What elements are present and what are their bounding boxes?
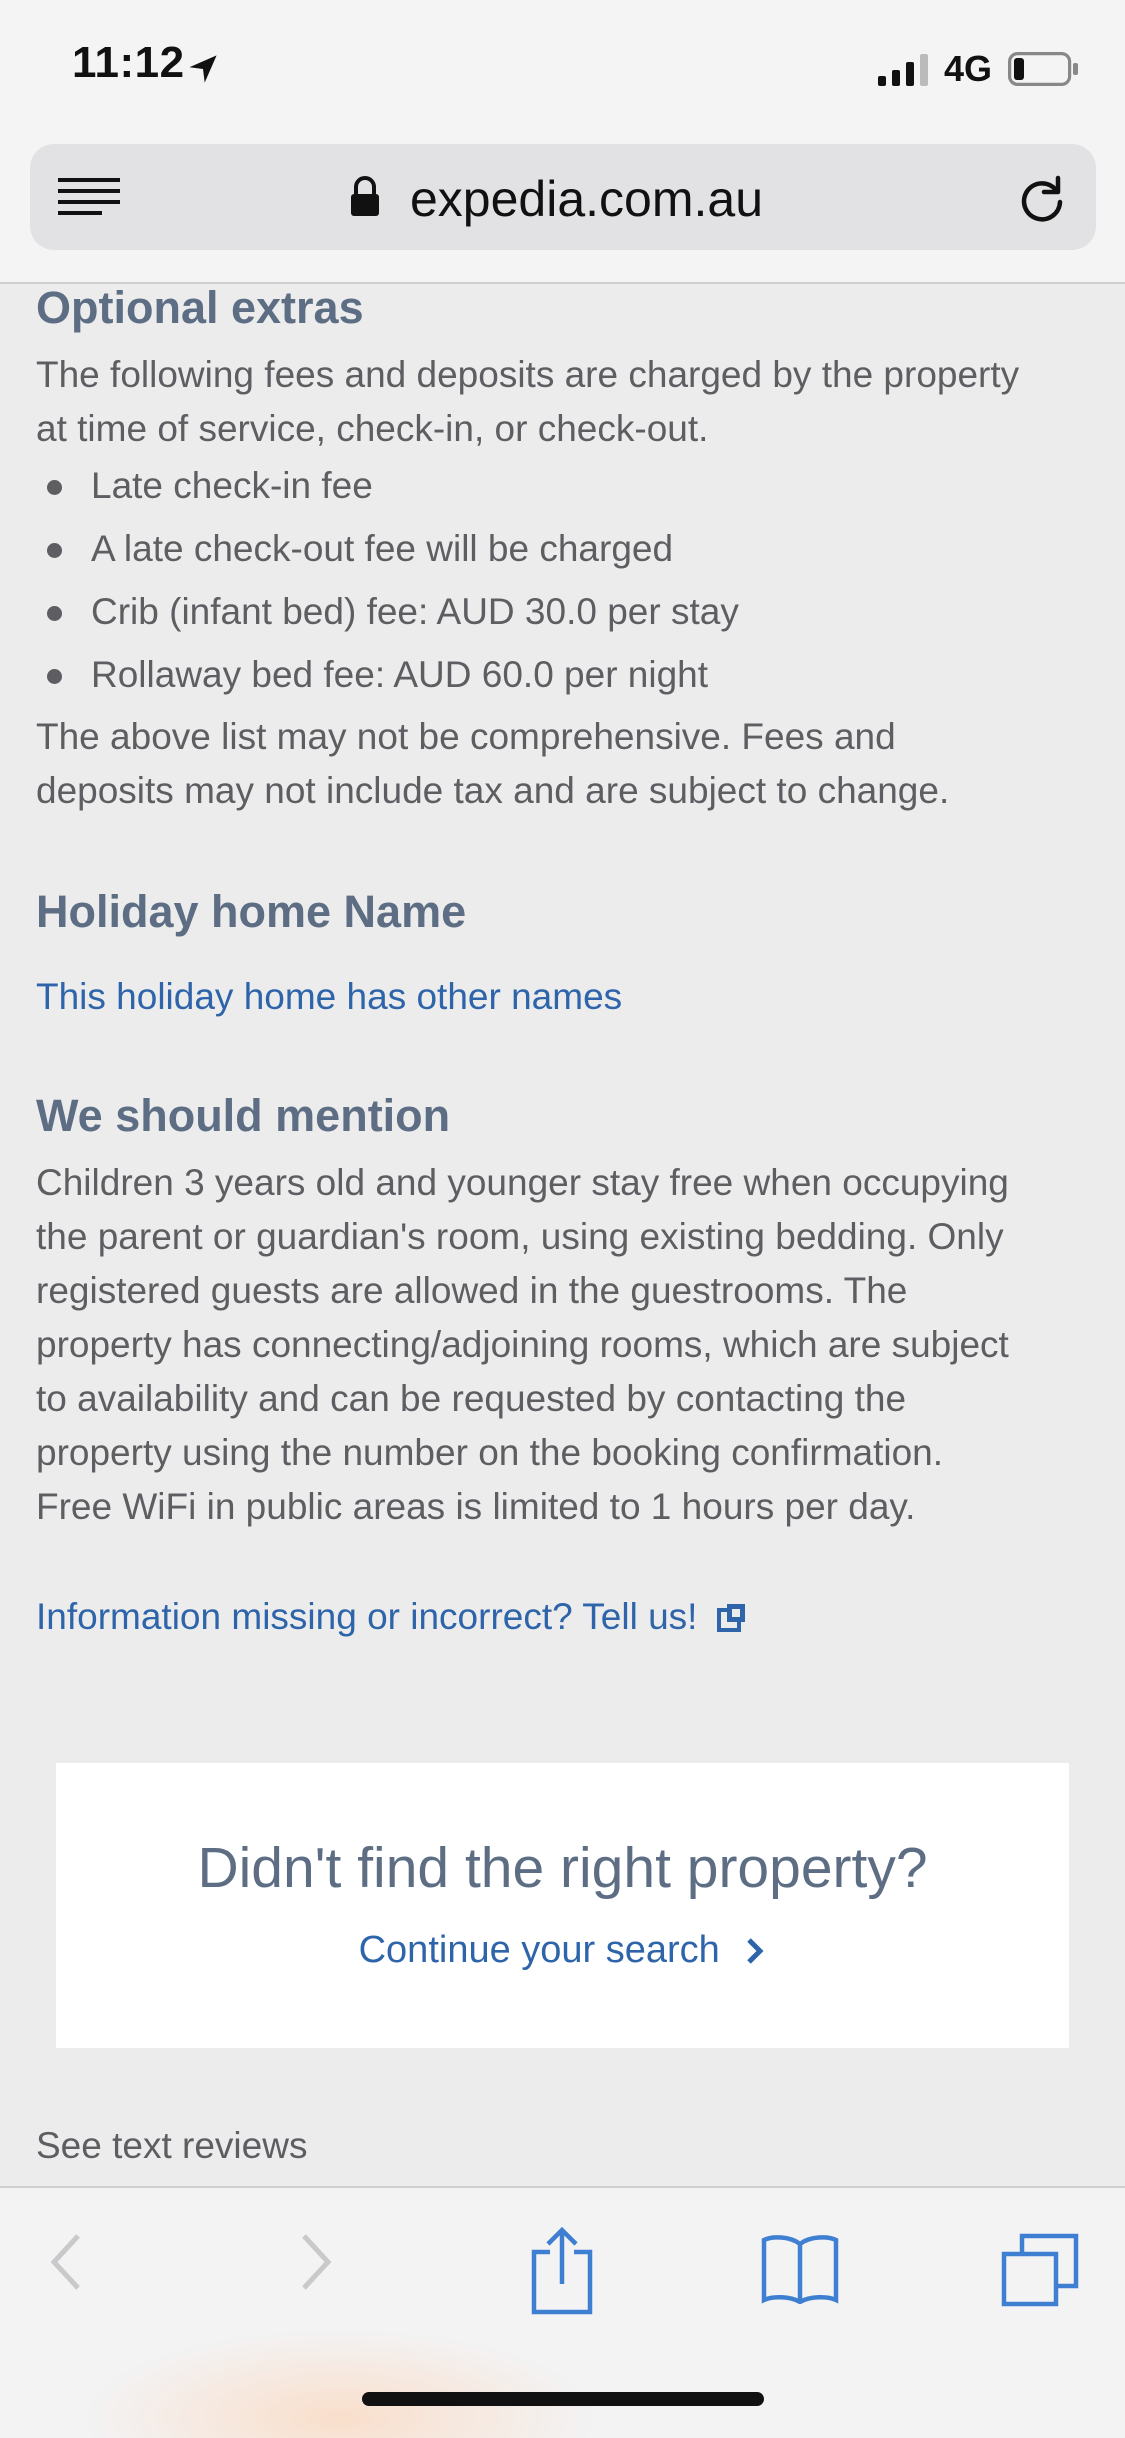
lock-icon (348, 176, 382, 218)
mention-line: property has connecting/adjoining rooms, which are subject (36, 1324, 1009, 1365)
feedback-link[interactable] (36, 1596, 1096, 1638)
tabs-icon[interactable] (1000, 2232, 1080, 2308)
signal-strength-icon (878, 54, 932, 86)
other-names-link[interactable]: This holiday home has other names (36, 976, 623, 1017)
home-indicator[interactable] (362, 2392, 764, 2406)
see-text-reviews[interactable]: See text reviews (36, 2125, 308, 2166)
holiday-home-heading: Holiday home Name (36, 886, 467, 937)
back-icon[interactable] (44, 2230, 88, 2294)
search-again-card (56, 1763, 1069, 2048)
list-item: Rollaway bed fee: AUD 60.0 per night (36, 643, 1096, 706)
list-item: Late check-in fee (36, 454, 1096, 517)
fees-list (36, 454, 1096, 706)
reader-menu-icon[interactable] (58, 176, 120, 218)
browser-address-area (0, 140, 1125, 284)
mention-line: property using the number on the booking confirmation. (36, 1432, 944, 1473)
continue-search-label: Continue your search (358, 1929, 720, 1971)
continue-search-link[interactable] (56, 1929, 1069, 1972)
forward-icon[interactable] (294, 2230, 338, 2294)
status-bar (0, 0, 1125, 140)
mention-line: Children 3 years old and younger stay free when occupying (36, 1162, 1009, 1203)
reload-icon[interactable] (1018, 174, 1066, 224)
intro-line: The following fees and deposits are charged by the property (36, 354, 1020, 395)
feedback-link-label: Information missing or incorrect? Tell us! (36, 1596, 698, 1637)
mention-text (36, 1156, 1096, 1534)
chevron-right-icon (744, 1936, 766, 1966)
url-text[interactable]: expedia.com.au (410, 171, 764, 227)
address-bar[interactable] (30, 144, 1096, 250)
location-arrow-icon (186, 52, 220, 86)
network-type: 4G (944, 48, 993, 89)
note-line: The above list may not be comprehensive. Fees and (36, 716, 896, 757)
property-details (36, 282, 1096, 1638)
mention-line: to availability and can be requested by contacting the (36, 1378, 907, 1419)
list-item: A late check-out fee will be charged (36, 517, 1096, 580)
mention-line: Free WiFi in public areas is limited to 1 hours per day. (36, 1486, 916, 1527)
optional-extras-intro (36, 348, 1096, 456)
share-icon[interactable] (530, 2226, 594, 2316)
battery-icon (1008, 52, 1080, 86)
bookmarks-icon[interactable] (760, 2234, 840, 2304)
card-title: Didn't find the right property? (197, 1836, 928, 1900)
note-line: deposits may not include tax and are subject to change. (36, 770, 950, 811)
we-should-mention-heading: We should mention (36, 1090, 451, 1141)
background-glow (80, 2328, 600, 2438)
list-item: Crib (infant bed) fee: AUD 30.0 per stay (36, 580, 1096, 643)
mention-line: the parent or guardian's room, using existing bedding. Only (36, 1216, 1004, 1257)
external-link-icon (716, 1601, 748, 1633)
intro-line: at time of service, check-in, or check-out. (36, 408, 709, 449)
optional-extras-heading: Optional extras (36, 282, 364, 333)
fees-disclaimer (36, 710, 1096, 818)
clock: 11:12 (72, 38, 185, 87)
mention-line: registered guests are allowed in the guestrooms. The (36, 1270, 908, 1311)
